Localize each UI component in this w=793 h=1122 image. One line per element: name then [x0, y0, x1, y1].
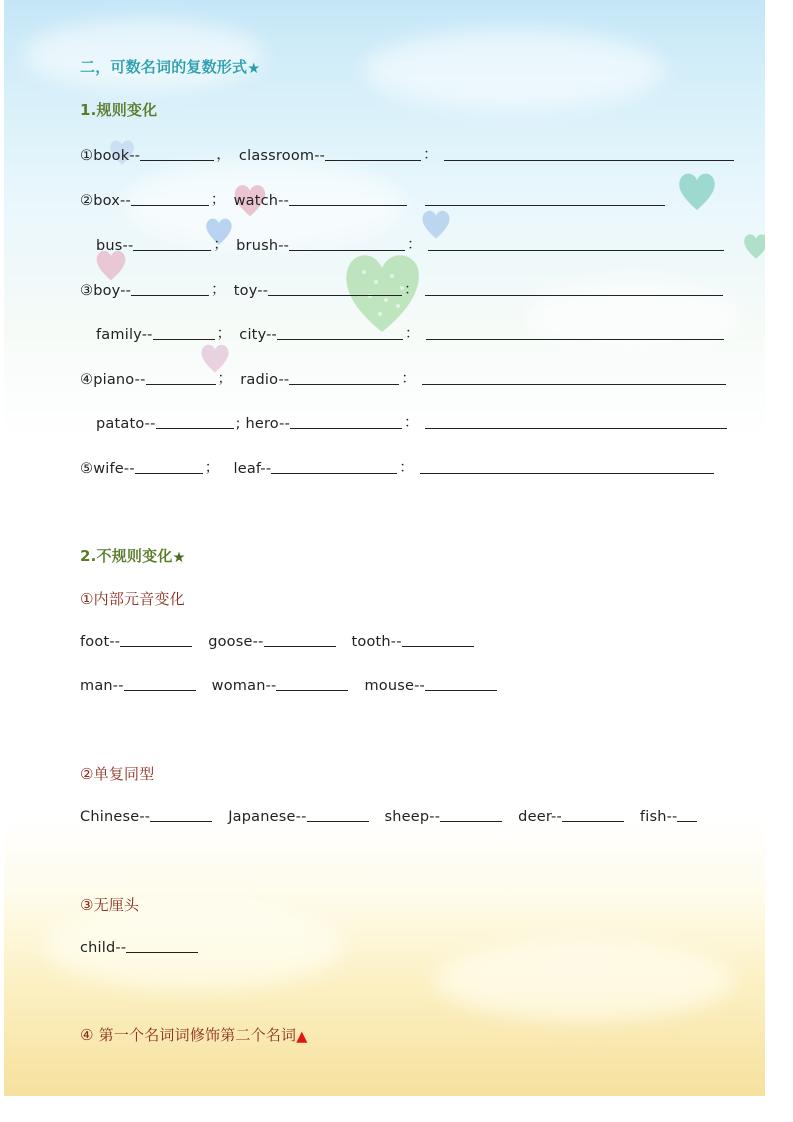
word-hero: ; hero-- [235, 416, 291, 432]
vowel-row-2 [80, 676, 497, 698]
irregular-heading [80, 545, 186, 567]
rule-blank[interactable] [426, 325, 724, 340]
teal-heart-icon [742, 232, 765, 260]
word-child: child-- [80, 940, 127, 956]
rule-blank[interactable] [425, 414, 727, 429]
answer-blank[interactable] [677, 807, 697, 822]
answer-blank[interactable] [126, 938, 198, 953]
same-form-heading-text: ②单复同型 [80, 765, 155, 783]
answer-blank[interactable] [289, 191, 407, 206]
word-wife: ⑤wife-- [80, 461, 135, 477]
odd-row [80, 938, 198, 960]
exercise-row-4 [80, 278, 723, 300]
answer-blank[interactable] [264, 632, 336, 647]
regular-heading-text: 1.规则变化 [80, 101, 158, 119]
answer-blank[interactable] [290, 414, 402, 429]
answer-blank[interactable] [120, 632, 192, 647]
rule-blank[interactable] [425, 281, 723, 296]
exercise-row-2 [80, 188, 665, 210]
background-cloud [434, 940, 734, 1020]
star-icon: ★ [172, 550, 186, 566]
colon: ： [407, 237, 422, 253]
word-leaf: leaf-- [233, 461, 272, 477]
separator: ； [204, 460, 220, 476]
answer-blank[interactable] [325, 146, 421, 161]
answer-blank[interactable] [425, 676, 497, 691]
vowel-change-heading-text: ①内部元音变化 [80, 590, 185, 608]
colon: ： [404, 326, 420, 342]
separator: ； [211, 282, 226, 298]
rule-blank[interactable] [444, 146, 734, 161]
odd-heading-text: ③无厘头 [80, 896, 140, 914]
compound-heading [80, 1024, 308, 1046]
separator: ； [213, 237, 229, 253]
answer-blank[interactable] [440, 807, 502, 822]
word-chinese: Chinese-- [80, 809, 151, 825]
colon: ： [423, 147, 438, 163]
separator: ； [210, 192, 226, 208]
irregular-heading-text: 2.不规则变化 [80, 547, 173, 565]
triangle-icon: ▲ [296, 1029, 308, 1045]
answer-blank[interactable] [135, 459, 203, 474]
word-woman: woman-- [211, 678, 277, 694]
answer-blank[interactable] [289, 370, 399, 385]
word-patato: patato-- [96, 416, 156, 432]
word-watch: watch-- [233, 193, 290, 209]
word-fish: fish-- [639, 809, 678, 825]
answer-blank[interactable] [268, 281, 402, 296]
answer-blank[interactable] [133, 236, 211, 251]
compound-heading-text: ④ 第一个名词词修饰第二个名词 [80, 1026, 297, 1044]
rule-blank[interactable] [422, 370, 726, 385]
word-toy: toy-- [233, 283, 269, 299]
background-cloud [364, 30, 664, 110]
odd-heading [80, 894, 139, 916]
answer-blank[interactable] [140, 146, 214, 161]
exercise-row-7 [96, 411, 727, 433]
exercise-row-8 [80, 456, 714, 478]
colon: ： [401, 371, 417, 387]
word-classroom: classroom-- [238, 148, 326, 164]
background-cloud [24, 20, 264, 90]
section-title [80, 56, 260, 78]
answer-blank[interactable] [307, 807, 369, 822]
colon: ： [404, 415, 419, 431]
exercise-row-1 [80, 143, 734, 165]
word-boy: ③boy-- [80, 283, 132, 299]
rule-blank[interactable] [428, 236, 724, 251]
word-mouse: mouse-- [364, 678, 425, 694]
teal-heart-icon [677, 170, 717, 212]
answer-blank[interactable] [124, 676, 196, 691]
answer-blank[interactable] [156, 414, 234, 429]
word-piano: ④piano-- [80, 372, 146, 388]
answer-blank[interactable] [277, 325, 403, 340]
answer-blank[interactable] [276, 676, 348, 691]
colon: ： [399, 460, 414, 476]
vowel-row-1 [80, 632, 474, 654]
exercise-row-5 [96, 322, 724, 344]
answer-blank[interactable] [289, 236, 405, 251]
section-title-text: 二，可数名词的复数形式 [80, 58, 248, 76]
separator: ； [217, 371, 233, 387]
separator: ； [216, 326, 232, 342]
answer-blank[interactable] [562, 807, 624, 822]
same-form-row [80, 807, 697, 829]
word-foot: foot-- [80, 634, 121, 650]
answer-blank[interactable] [150, 807, 212, 822]
answer-blank[interactable] [146, 370, 216, 385]
word-family: family-- [96, 327, 153, 343]
answer-blank[interactable] [131, 191, 209, 206]
word-goose: goose-- [208, 634, 264, 650]
separator: ， [216, 147, 231, 163]
word-tooth: tooth-- [351, 634, 402, 650]
word-radio: radio-- [240, 372, 290, 388]
word-deer: deer-- [518, 809, 562, 825]
answer-blank[interactable] [271, 459, 397, 474]
exercise-row-3 [96, 233, 724, 255]
star-icon: ★ [247, 61, 261, 77]
word-bus: bus-- [96, 238, 134, 254]
word-brush: brush-- [236, 238, 290, 254]
word-book: ①book-- [80, 148, 141, 164]
word-sheep: sheep-- [384, 809, 441, 825]
same-form-heading [80, 763, 154, 785]
exercise-row-6 [80, 367, 726, 389]
worksheet-page [4, 0, 765, 1096]
vowel-change-heading [80, 588, 185, 610]
rule-blank[interactable] [420, 459, 714, 474]
word-japanese: Japanese-- [228, 809, 307, 825]
regular-heading [80, 99, 157, 121]
answer-blank[interactable] [153, 325, 215, 340]
answer-blank[interactable] [131, 281, 209, 296]
answer-blank[interactable] [402, 632, 474, 647]
word-city: city-- [239, 327, 277, 343]
word-box: ②box-- [80, 193, 131, 209]
colon: ： [404, 282, 419, 298]
word-man: man-- [80, 678, 124, 694]
rule-blank[interactable] [425, 191, 665, 206]
